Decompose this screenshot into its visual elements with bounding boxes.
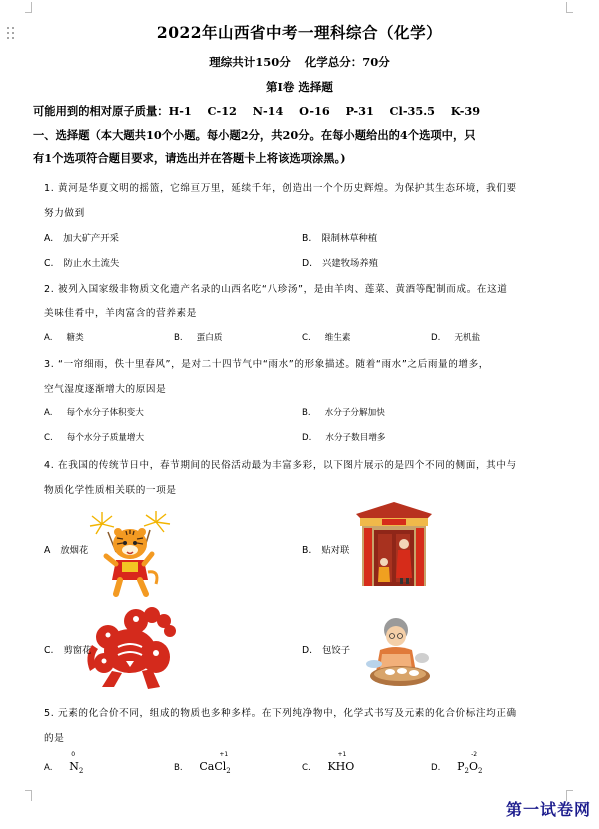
q4-stem-line-2: 物质化学性质相关联的一项是 [44, 485, 177, 496]
site-watermark: 第一试卷网 [505, 800, 591, 819]
q3-stem-line-2: 空气湿度逐渐增大的原因是 [44, 384, 167, 395]
q5-option-c[interactable]: C. +1 KHO [302, 751, 355, 773]
q3-option-d[interactable]: D. 水分子数目增多 [302, 433, 386, 443]
q2-stem-line-2: 美味佳肴中，羊肉富含的营养素是 [44, 308, 197, 319]
q1-option-c[interactable]: C. 防止水土流失 [44, 258, 120, 269]
q1-option-b[interactable]: B. 限制林草种植 [302, 233, 378, 244]
q4-stem-line-1: 4. 在我国的传统节日中，春节期间的民俗活动最为丰富多彩，以下图片展示的是四个不同的侧面，其中与 [44, 460, 517, 471]
q2-option-c[interactable]: C. 维生素 [302, 333, 351, 343]
q4-option-a[interactable]: A 放烟花 [44, 545, 89, 556]
chem-score: 化学总分：70分 [304, 55, 390, 69]
q1-stem-line-2: 努力做到 [44, 208, 85, 219]
section-title: 第Ⅰ卷 选择题 [266, 80, 333, 94]
couplets-gate-image [354, 500, 434, 586]
q5-option-b[interactable]: B. +1 CaCl$_2$ [174, 751, 231, 775]
paper-cutting-image [82, 601, 182, 691]
tiger-fireworks-image [86, 510, 174, 598]
formula-kho: +1 KHO [327, 751, 355, 773]
q2-option-b[interactable]: B. 蛋白质 [174, 333, 223, 343]
q3-stem-line-1: 3. “一帘细雨，佚十里春风”，是对二十四节气中“雨水”的形象描述。随着“雨水”之后雨量的增多， [44, 359, 489, 370]
q3-option-c[interactable]: C. 每个水分子质量增大 [44, 433, 145, 443]
q1-option-a[interactable]: A. 加大矿产开采 [44, 233, 119, 244]
crop-mark-top-right [566, 2, 573, 13]
instructions-line-2: 有1个选项符合题目要求，请选出并在答题卡上将该选项涂黑。) [33, 151, 346, 165]
q3-option-a[interactable]: A. 每个水分子体积变大 [44, 408, 144, 418]
crop-mark-bottom-left [25, 790, 32, 801]
score-line [0, 54, 599, 70]
q4-option-d[interactable]: D. 包饺子 [302, 645, 351, 656]
instructions-line-1: 一、选择题（本大题共10个小题。每小题2分，共20分。在每小题给出的4个选项中，只 [33, 128, 476, 142]
total-score: 理综共计150分 [209, 55, 291, 69]
q1-option-d[interactable]: D. 兴建牧场养殖 [302, 258, 378, 269]
q2-option-a[interactable]: A. 糖类 [44, 333, 84, 343]
q4-option-b[interactable]: B. 贴对联 [302, 545, 350, 556]
page-title: 2022年山西省中考一理科综合（化学） [156, 23, 443, 42]
q5-stem-line-2: 的是 [44, 733, 65, 744]
q5-option-d[interactable]: D. -2 $P_2O_2$ [431, 751, 483, 775]
formula-p2o2: -2 $P_2O_2$ [457, 751, 483, 775]
q2-option-d[interactable]: D. 无机盐 [431, 333, 481, 343]
q4-option-c[interactable]: C. 剪窗花 [44, 645, 92, 656]
q1-stem-line-1: 1. 黄河是华夏文明的摇篮，它绵亘万里，延续千年，创造出一个个历史辉煌。为保护其生态环境，我们要 [44, 183, 517, 194]
q3-option-b[interactable]: B. 水分子分解加快 [302, 408, 385, 418]
q5-stem-line-1: 5. 元素的化合价不同，组成的物质也多种多样。在下列纯净物中，化学式书写及元素的化合价标注均正确 [44, 708, 517, 719]
formula-n2: 0 $N_2$ [69, 751, 84, 775]
crop-mark-top-left [25, 2, 32, 13]
q5-option-a[interactable]: A. 0 $N_2$ [44, 751, 84, 775]
q2-stem-line-1: 2. 被列入国家级非物质文化遗产名录的山西名吃“八珍汤”，是由羊肉、莲菜、黄酒等配制而成。在这道 [44, 284, 508, 295]
atomic-masses: 可能用到的相对原子质量：H-1 C-12 N-14 O-16 P-31 Cl-35.5 K-39 [33, 104, 481, 118]
formula-cacl2: +1 CaCl$_2$ [199, 751, 231, 775]
dumplings-image [360, 614, 440, 692]
